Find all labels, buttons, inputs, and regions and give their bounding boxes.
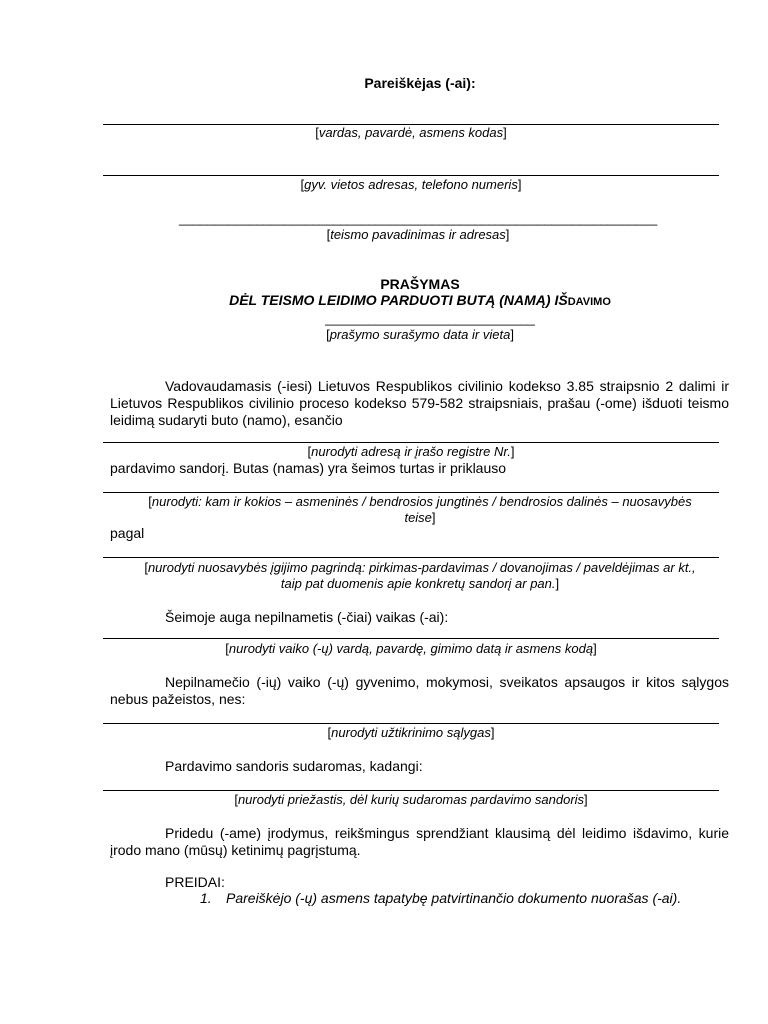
- property-address-line: [103, 442, 719, 443]
- paragraph-reasons: Pardavimo sandoris sudaromas, kadangi:: [165, 758, 423, 774]
- property-address-hint-text: nurodyti adresą ir įrašo registre Nr.: [311, 444, 511, 459]
- name-hint: [vardas, pavardė, asmens kodas]: [315, 125, 507, 140]
- ownership-hint-text-2: teise: [404, 510, 432, 525]
- reasons-hint-text: nurodyti priežastis, dėl kurių sudaromas pardavimo sandoris: [237, 792, 585, 807]
- document-subtitle: [0, 292, 768, 308]
- conditions-hint: [nurodyti užtikrinimo sąlygas]: [327, 725, 495, 740]
- date-hint: [prašymo surašymo data ir vieta]: [326, 327, 514, 342]
- child-hint-text: nurodyti vaiko (-ų) vardą, pavardę, gimimo datą ir asmens kodą: [228, 641, 594, 656]
- ownership-hint-1: [nurodyti: kam ir kokios – asmeninės / bendrosios jungtinės / bendrosios dalinės – nuosavybės: [148, 494, 692, 509]
- court-hint-text: teismo pavadinimas ir adresas: [330, 227, 506, 242]
- property-address-hint: [nurodyti adresą ir įrašo registre Nr.]: [307, 444, 515, 459]
- ownership-hint-text-1: nurodyti: kam ir kokios – asmeninės / bendrosios jungtinės / bendrosios dalinės – nuosavybės: [151, 494, 692, 509]
- paragraph-children: Šeimoje auga nepilnametis (-čiai) vaikas (-ai):: [165, 609, 449, 625]
- address-hint: [gyv. vietos adresas, telefono numeris]: [300, 177, 522, 192]
- attachment-number-1: 1.: [200, 890, 212, 906]
- court-hint: [teismo pavadinimas ir adresas]: [326, 227, 510, 242]
- applicant-heading: Pareiškėjas (-ai):: [364, 75, 476, 91]
- document-title: PRAŠYMAS: [380, 276, 460, 292]
- paragraph-pagal: pagal: [110, 525, 145, 541]
- attachment-item-1: Pareiškėjo (-ų) asmens tapatybę patvirtinančio dokumento nuorašas (-ai).: [226, 890, 682, 906]
- date-hint-text: prašymo surašymo data ir vieta: [329, 327, 511, 342]
- paragraph-evidence: Pridedu (-ame) įrodymus, reikšmingus sprendžiant klausimą dėl leidimo išdavimo, kurie įrodo mano (mūsų) ketinimų pagrįstumą.: [110, 825, 729, 858]
- acquisition-hint-text-1: nurodyti nuosavybės įgijimo pagrindą: pirkimas-pardavimas / dovanojimas / paveldėjimas ar kt.,: [147, 560, 696, 575]
- conditions-hint-text: nurodyti užtikrinimo sąlygas: [331, 725, 491, 740]
- reasons-hint: [nurodyti priežastis, dėl kurių sudaromas pardavimo sandoris]: [234, 792, 588, 807]
- ownership-hint-2: teise]: [404, 510, 436, 525]
- attachments-heading: PREIDAI:: [165, 874, 225, 890]
- acquisition-hint-1: [nurodyti nuosavybės įgijimo pagrindą: pirkimas-pardavimas / dovanojimas / paveldėjimas ar kt.,: [144, 560, 696, 575]
- paragraph-intro: Vadovaudamasis (-iesi) Lietuvos Respublikos civilinio kodekso 3.85 straipsnio 2 dalimi ir Lietuvos Respublikos civilinio proceso kodekso 579-582 straipsniais, prašau (-ome) išduoti teismo leidimą sudaryti buto (namo), esančio: [110, 378, 729, 428]
- paragraph-conditions: Nepilnamečio (-ių) vaiko (-ų) gyvenimo, mokymosi, sveikatos apsaugos ir kitos sąlygos nebus pažeistos, nes:: [110, 674, 729, 707]
- child-hint: [nurodyti vaiko (-ų) vardą, pavardę, gimimo datą ir asmens kodą]: [225, 641, 597, 656]
- name-hint-text: vardas, pavardė, asmens kodas: [318, 125, 504, 140]
- conditions-line: [103, 723, 719, 724]
- court-line: ____________________________________________________________________: [178, 211, 658, 226]
- address-line: [103, 175, 719, 176]
- paragraph-sale: pardavimo sandorį. Butas (namas) yra šeimos turtas ir priklauso: [110, 460, 507, 476]
- child-line: [103, 638, 719, 639]
- date-line: _____________________________: [325, 311, 535, 326]
- acquisition-hint-text-2: taip pat duomenis apie konkretų sandorį ar pan.: [280, 576, 556, 591]
- acquisition-line: [103, 557, 719, 558]
- subtitle-small: DAVIMO: [567, 296, 611, 308]
- subtitle-main: DĖL TEISMO LEIDIMO PARDUOTI BUTĄ (NAMĄ) IŠ: [229, 292, 568, 308]
- reasons-line: [103, 790, 719, 791]
- acquisition-hint-2: taip pat duomenis apie konkretų sandorį ar pan.]: [280, 576, 560, 591]
- ownership-line: [103, 492, 719, 493]
- address-hint-text: gyv. vietos adresas, telefono numeris: [304, 177, 518, 192]
